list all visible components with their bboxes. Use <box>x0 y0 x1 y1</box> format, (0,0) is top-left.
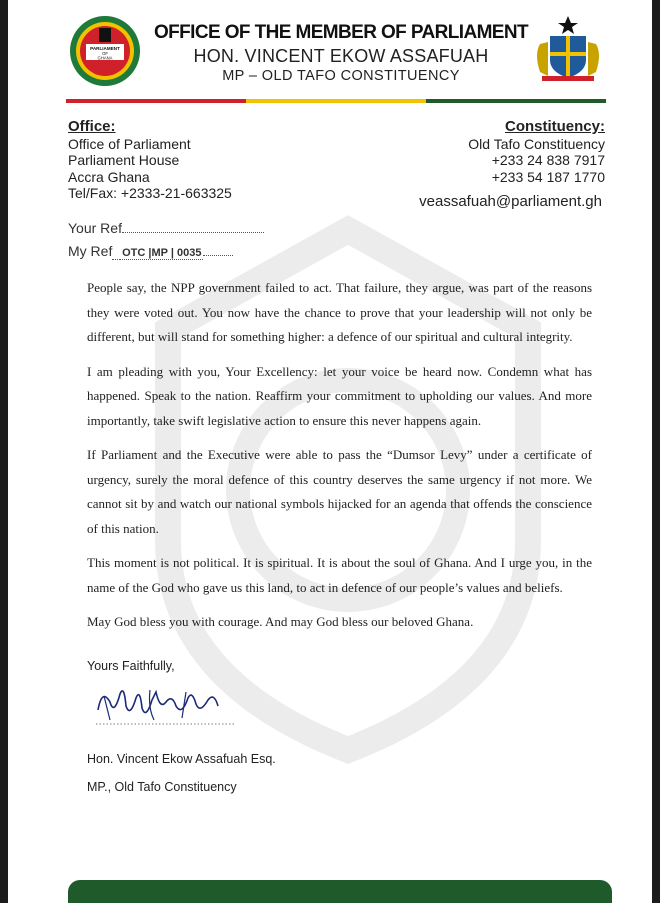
parliament-logo <box>68 14 142 88</box>
constituency-label: Constituency: <box>504 118 605 135</box>
body-paragraph: May God bless you with courage. And may God bless our beloved Ghana. <box>87 614 474 629</box>
body-paragraph: I am pleading with you, Your Excellency: let your voice be heard now. Condemn what has happened. Speak to the nation. Reaffirm your commitment to upholding our values. And more importantly, take swift legislative action to ensure this never happens again. <box>87 363 592 428</box>
constituency-phone: +233 54 187 1770 <box>491 168 605 185</box>
closing-salutation: Yours Faithfully, <box>87 659 175 673</box>
signatory-name: Hon. Vincent Ekow Assafuah Esq. <box>87 752 276 766</box>
handwritten-signature <box>90 680 240 730</box>
letterhead-title: OFFICE OF THE MEMBER OF PARLIAMENT <box>153 22 528 43</box>
coat-of-arms-logo <box>530 14 606 82</box>
constituency-block <box>468 119 605 185</box>
your-ref-label: Your Ref <box>68 220 122 236</box>
my-ref-label: My Ref <box>68 243 113 259</box>
body-paragraph: People say, the NPP government failed to act. That failure, they argue, was part of the reasons they were voted out. You now have the chance to prove that your leadership will not only be different, but will stand for something higher: a defence of our spiritual and cultural integrity. <box>87 280 592 344</box>
body-paragraph: This moment is not political. It is spiritual. It is about the soul of Ghana. And I urge you, in the name of the God who gave us this land, to act in defence of our people’s values and beliefs. <box>87 555 592 595</box>
tricolor-stripe <box>66 99 606 103</box>
office-line: Accra Ghana <box>68 168 150 185</box>
your-ref <box>68 220 264 236</box>
letterhead-name: HON. VINCENT EKOW ASSAFUAH <box>193 46 489 66</box>
footer-bar <box>68 880 612 903</box>
letter-body <box>87 276 592 645</box>
letter-page <box>8 0 652 903</box>
office-line: Office of Parliament <box>68 135 191 152</box>
my-ref-value: OTC |MP | 0035 <box>122 247 202 259</box>
office-telfax: Tel/Fax: +2333-21-663325 <box>68 185 232 201</box>
email-address[interactable]: veassafuah@parliament.gh <box>419 193 602 210</box>
logo-text-3: GHANA <box>97 55 113 61</box>
letterhead-constituency: MP – OLD TAFO CONSTITUENCY <box>222 68 460 84</box>
office-line: Parliament House <box>68 152 180 168</box>
my-ref <box>68 243 233 259</box>
logo-text-2: OF <box>102 51 108 56</box>
constituency-phone: +233 24 838 7917 <box>491 152 605 168</box>
signatory-title: MP., Old Tafo Constituency <box>87 780 237 794</box>
office-address-block <box>68 119 232 202</box>
constituency-line: Old Tafo Constituency <box>468 135 605 152</box>
logo-text-1: PARLIAMENT <box>90 46 120 51</box>
body-paragraph: If Parliament and the Executive were able to pass the “Dumsor Levy” under a certificate of urgency, surely the moral defence of this country deserves the same urgency if not more. We cannot sit by and watch our national symbols hijacked for an agenda that offends the conscience of this nation. <box>87 447 592 536</box>
office-label: Office: <box>68 118 116 135</box>
